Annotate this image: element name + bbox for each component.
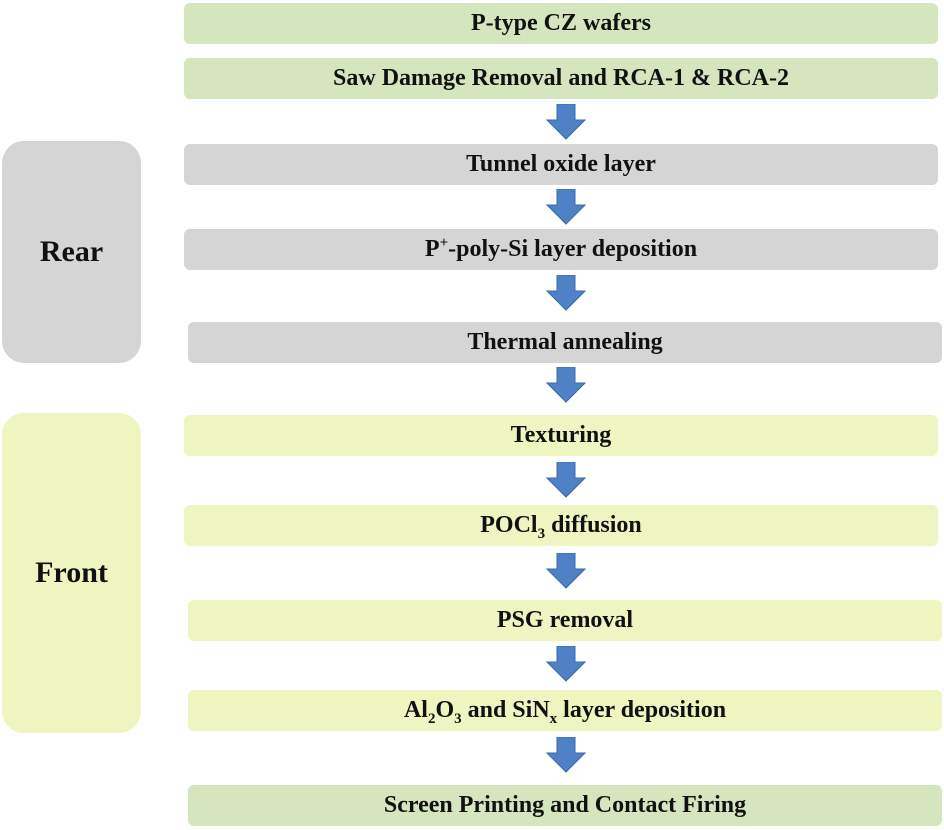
down-arrow-icon (546, 462, 586, 498)
down-arrow-icon (546, 275, 586, 311)
down-arrow-icon (546, 104, 586, 140)
down-arrow-icon (546, 737, 586, 773)
step-p-type-cz-wafers: P-type CZ wafers (184, 3, 938, 44)
down-arrow-icon (546, 646, 586, 682)
step-screen-printing: Screen Printing and Contact Firing (188, 785, 942, 826)
group-rear-label: Rear (39, 235, 104, 268)
step-al2o3-sinx-deposition: $Al_2O_3$ and SiN$_x$ layer deposition (188, 690, 942, 731)
group-front-label: Front (35, 556, 108, 589)
step-tunnel-oxide-layer: Tunnel oxide layer (184, 144, 938, 185)
step-saw-damage-removal: Saw Damage Removal and RCA-1 & RCA-2 (184, 58, 938, 99)
down-arrow-icon (546, 553, 586, 589)
step-texturing: Texturing (184, 415, 938, 456)
down-arrow-icon (546, 189, 586, 225)
step-pocl3-diffusion: POCl$_3$ diffusion (184, 505, 938, 546)
group-front (2, 413, 141, 733)
step-psg-removal: PSG removal (188, 600, 942, 641)
down-arrow-icon (546, 367, 586, 403)
step-thermal-annealing: Thermal annealing (188, 322, 942, 363)
step-p-poly-si-deposition: P+-poly-Si layer deposition (184, 229, 938, 270)
group-rear (2, 141, 141, 363)
